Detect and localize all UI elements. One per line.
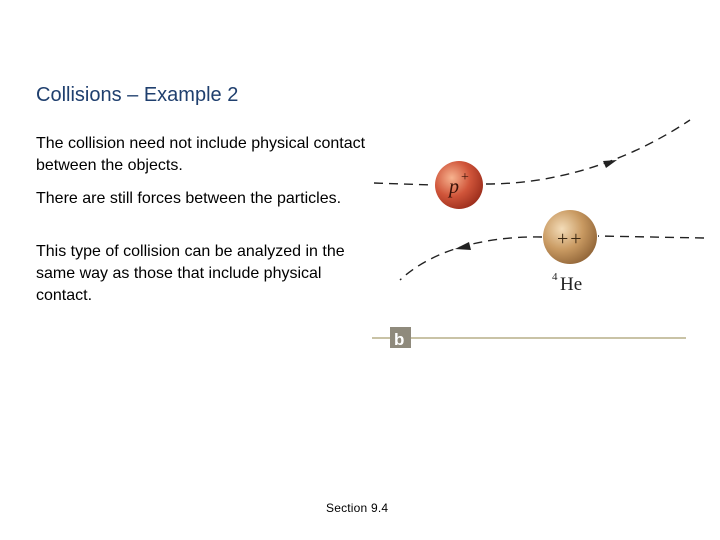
paragraph-forces: There are still forces between the particles.: [36, 190, 342, 207]
proton-arrow-icon: [603, 160, 617, 168]
helium-arrow-icon: [455, 242, 471, 250]
paragraph-analysis: This type of collision can be analyzed in the same way as those that include physical contact.: [36, 243, 345, 304]
proton-charge: +: [461, 170, 469, 185]
proton-trajectory: [374, 120, 690, 185]
proton-symbol: p: [449, 176, 459, 198]
panel-label: b: [394, 330, 405, 349]
slide-title: Collisions – Example 2: [36, 84, 239, 106]
helium-mass-number: 4: [552, 271, 558, 283]
section-footer: Section 9.4: [326, 501, 389, 515]
paragraph-contact: The collision need not include physical contact between the objects.: [36, 135, 366, 174]
helium-charge: ++: [557, 228, 584, 250]
helium-symbol: He: [560, 274, 583, 295]
proton-sphere: [435, 161, 483, 209]
